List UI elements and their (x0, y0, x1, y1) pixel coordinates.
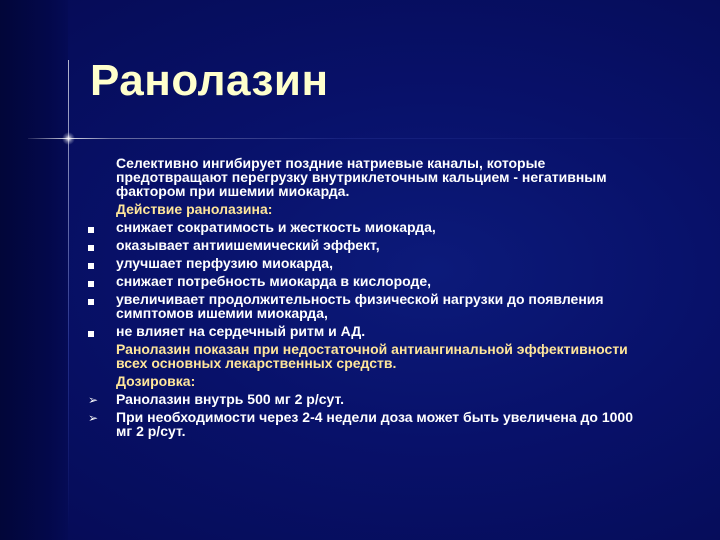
slide-content (88, 156, 648, 442)
dosage-heading-text: Дозировка: (116, 373, 196, 389)
dosage-text: Ранолазин внутрь 500 мг 2 р/сут. (116, 391, 344, 407)
dosage-item (88, 392, 648, 406)
effect-item (88, 256, 648, 270)
left-decorative-band (0, 0, 68, 540)
indication-text: Ранолазин показан при недостаточной антиангинальной эффективности всех основных лекарственных средств. (116, 341, 628, 371)
effect-item (88, 220, 648, 234)
effect-item (88, 292, 648, 320)
effect-text: улучшает перфузию миокарда, (116, 255, 333, 271)
action-heading (88, 202, 648, 216)
sparkle-icon (62, 132, 75, 145)
effect-text: снижает сократимость и жесткость миокарда, (116, 219, 436, 235)
effect-item (88, 238, 648, 252)
square-bullet-icon (88, 221, 102, 235)
intro-paragraph (88, 156, 648, 198)
effect-item (88, 324, 648, 338)
dosage-heading (88, 374, 648, 388)
effect-text: увеличивает продолжительность физической нагрузки до появления симптомов ишемии миокарда, (116, 291, 604, 321)
square-bullet-icon (88, 325, 102, 339)
action-heading-text: Действие ранолазина: (116, 201, 273, 217)
intro-text: Селективно ингибирует поздние натриевые каналы, которые предотвращают перегрузку внутриклеточным кальцием - негативным фактором при ишемии миокарда. (116, 155, 607, 199)
slide-title: Ранолазин (90, 56, 329, 105)
square-bullet-icon (88, 275, 102, 289)
square-bullet-icon (88, 293, 102, 307)
effect-text: не влияет на сердечный ритм и АД. (116, 323, 366, 339)
dosage-text: При необходимости через 2-4 недели доза может быть увеличена до 1000 мг 2 р/сут. (116, 409, 634, 439)
dosage-item (88, 410, 648, 438)
vertical-decorative-line (68, 60, 69, 530)
square-bullet-icon (88, 239, 102, 253)
effect-text: снижает потребность миокарда в кислороде, (116, 273, 432, 289)
horizontal-decorative-line (28, 138, 720, 139)
effect-text: оказывает антиишемический эффект, (116, 237, 380, 253)
effect-item (88, 274, 648, 288)
square-bullet-icon (88, 257, 102, 271)
indication-paragraph (88, 342, 648, 370)
arrow-bullet-icon: ➢ (88, 393, 99, 407)
arrow-bullet-icon: ➢ (88, 411, 99, 425)
